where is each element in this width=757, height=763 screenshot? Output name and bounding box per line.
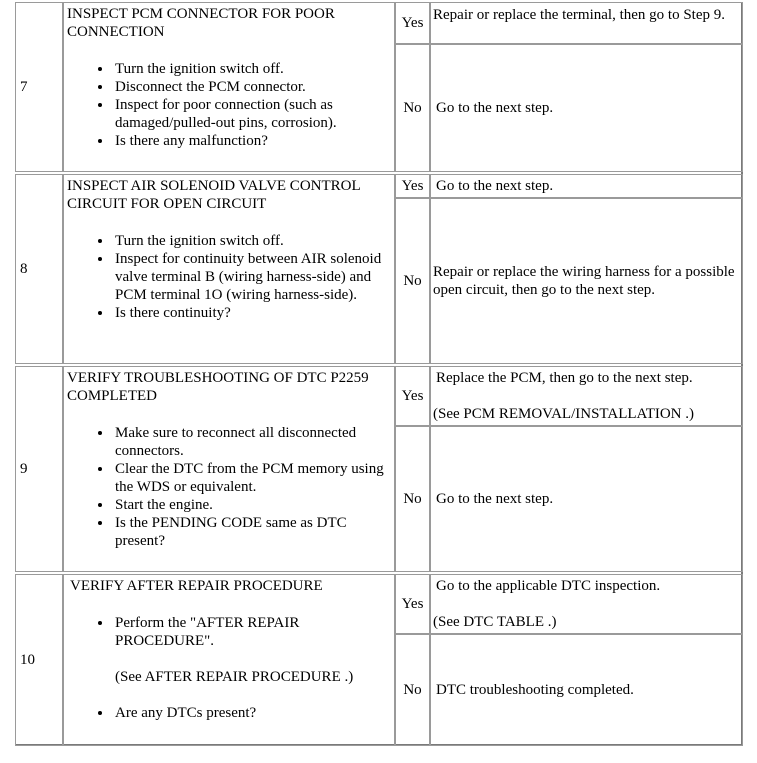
no-result-9: [430, 426, 743, 572]
list-item: • Turn the ignition switch off.: [113, 232, 390, 250]
list-item: • Disconnect the PCM connector.: [113, 78, 390, 96]
yes-result-9: [430, 366, 743, 426]
no-result-10: [430, 634, 743, 746]
inspection-cell-8: [63, 174, 395, 364]
no-result-7: [430, 44, 743, 172]
step-number-9: [15, 366, 63, 572]
list-item: [113, 614, 390, 686]
inspection-list: [70, 614, 390, 722]
step-label: 10: [20, 651, 35, 668]
inspection-title: INSPECT PCM CONNECTOR FOR POOR CONNECTION: [67, 6, 335, 40]
result-text: DTC troubleshooting completed.: [436, 682, 634, 698]
inspection-list: [67, 232, 390, 322]
step-label: 9: [20, 460, 28, 477]
list-item: • Start the engine.: [113, 496, 390, 514]
result-text: Repair or replace the wiring harness for a possible open circuit, then go to the next step.: [433, 264, 735, 298]
inspection-list: [67, 60, 390, 150]
list-item: • Make sure to reconnect all disconnected connectors.: [113, 424, 390, 460]
list-item: • Turn the ignition switch off.: [113, 60, 390, 78]
list-item: • Is the PENDING CODE same as DTC present?: [113, 514, 390, 550]
yes-result-7: [430, 2, 743, 44]
step-number-10: [15, 574, 63, 746]
result-text: Repair or replace the terminal, then go to Step 9.: [433, 7, 725, 23]
yes-label-7: Yes: [395, 2, 430, 44]
inspection-cell-10: [63, 574, 395, 746]
inspection-title: VERIFY TROUBLESHOOTING OF DTC P2259 COMPLETED: [67, 370, 369, 404]
inspection-list: [67, 424, 390, 550]
inspection-cell-7: [63, 2, 395, 172]
inspection-cell-9: [63, 366, 395, 572]
reference-link[interactable]: (See DTC TABLE .): [433, 614, 557, 630]
result-text: Go to the next step.: [436, 100, 554, 116]
no-label-9: No: [395, 426, 430, 572]
list-item: • Inspect for continuity between AIR solenoid valve terminal B (wiring harness-side) and PCM terminal 1O (wiring harness-side).: [113, 250, 390, 304]
list-item: • Is there continuity?: [113, 304, 390, 322]
inspection-title: INSPECT AIR SOLENOID VALVE CONTROL CIRCUIT FOR OPEN CIRCUIT: [67, 178, 361, 212]
list-item: • Clear the DTC from the PCM memory using the WDS or equivalent.: [113, 460, 390, 496]
step-number-8: [15, 174, 63, 364]
list-item-text: • Perform the "AFTER REPAIR PROCEDURE".: [115, 615, 300, 649]
yes-result-8: [430, 174, 743, 198]
no-result-8: [430, 198, 743, 364]
list-item: • Are any DTCs present?: [113, 704, 390, 722]
inspection-title: VERIFY AFTER REPAIR PROCEDURE: [70, 578, 323, 594]
result-text: Go to the next step.: [436, 178, 554, 194]
yes-label-10: Yes: [395, 574, 430, 634]
list-item: • Inspect for poor connection (such as damaged/pulled-out pins, corrosion).: [113, 96, 390, 132]
yes-label-8: Yes: [395, 174, 430, 198]
step-number-7: [15, 2, 63, 172]
step-label: 8: [20, 260, 28, 277]
result-text: Go to the next step.: [436, 491, 554, 507]
step-label: 7: [20, 78, 28, 95]
no-label-7: No: [395, 44, 430, 172]
yes-label-9: Yes: [395, 366, 430, 426]
list-item: • Is there any malfunction?: [113, 132, 390, 150]
yes-result-10: [430, 574, 743, 634]
reference-link[interactable]: (See AFTER REPAIR PROCEDURE .): [115, 669, 354, 685]
result-text: Go to the applicable DTC inspection.: [436, 578, 661, 594]
result-text: Replace the PCM, then go to the next step.: [436, 370, 693, 386]
no-label-10: No: [395, 634, 430, 746]
reference-link[interactable]: (See PCM REMOVAL/INSTALLATION .): [433, 406, 695, 422]
no-label-8: No: [395, 198, 430, 364]
